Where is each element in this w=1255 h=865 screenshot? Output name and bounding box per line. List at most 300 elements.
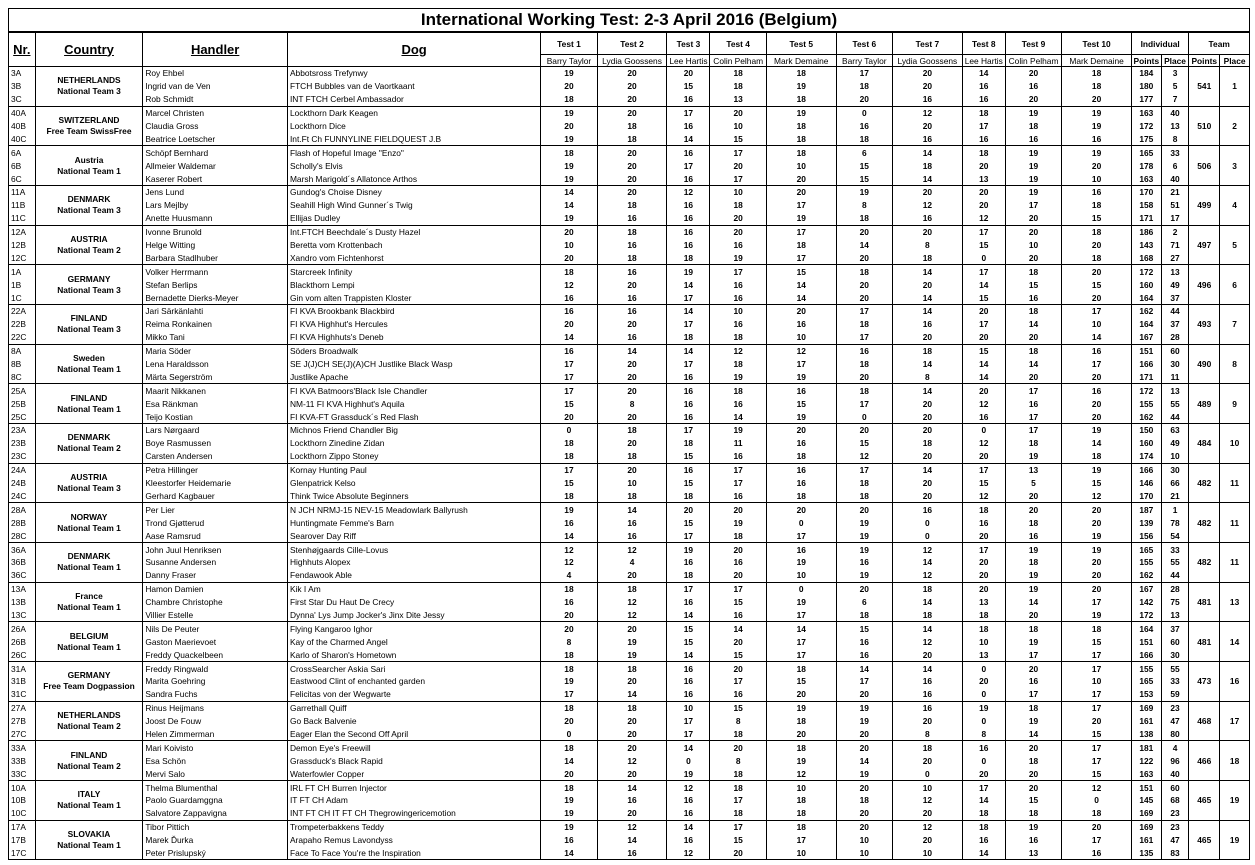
individual-points: 151 (1131, 344, 1161, 357)
entry-number: 22B (9, 318, 36, 331)
header-individual-place: Place (1161, 55, 1189, 67)
header-judge-8: Lee Hartis (962, 55, 1005, 67)
test-score: 18 (667, 331, 710, 344)
test-score: 19 (1062, 424, 1132, 437)
test-score: 14 (710, 622, 766, 635)
individual-place: 96 (1161, 754, 1189, 767)
test-score: 19 (836, 516, 892, 529)
test-score: 20 (1005, 67, 1061, 80)
table-row (9, 569, 1250, 582)
team-points: 465 (1189, 820, 1220, 860)
individual-points: 165 (1131, 675, 1161, 688)
test-score: 15 (667, 622, 710, 635)
handler-name: Mari Koivisto (143, 741, 288, 754)
table-row (9, 477, 1250, 490)
test-score: 19 (1062, 543, 1132, 556)
test-score: 19 (1005, 715, 1061, 728)
handler-name: Lena Haraldsson (143, 358, 288, 371)
dog-name: FI KVA Highhuts's Deneb (287, 331, 540, 344)
test-score: 18 (1005, 754, 1061, 767)
individual-place: 40 (1161, 172, 1189, 185)
test-score: 20 (893, 225, 963, 238)
test-score: 20 (597, 80, 667, 93)
individual-place: 5 (1161, 80, 1189, 93)
table-row (9, 648, 1250, 661)
test-score: 16 (667, 807, 710, 820)
handler-name: Kleestorfer Heidemarie (143, 477, 288, 490)
test-score: 19 (710, 370, 766, 383)
test-score: 16 (1062, 344, 1132, 357)
team-points: 482 (1189, 503, 1220, 543)
individual-place: 60 (1161, 781, 1189, 794)
test-score: 17 (1005, 688, 1061, 701)
country-name: DENMARK (67, 551, 111, 562)
test-score: 15 (667, 450, 710, 463)
test-score: 18 (962, 146, 1005, 159)
individual-place: 37 (1161, 622, 1189, 635)
test-score: 19 (836, 543, 892, 556)
test-score: 18 (836, 358, 892, 371)
test-score: 12 (962, 437, 1005, 450)
test-score: 18 (962, 807, 1005, 820)
dog-name: Ellijas Dudley (287, 212, 540, 225)
test-score: 18 (597, 132, 667, 145)
test-score: 14 (962, 67, 1005, 80)
individual-points: 162 (1131, 410, 1161, 423)
test-score: 20 (893, 648, 963, 661)
test-score: 16 (1005, 80, 1061, 93)
test-score: 14 (597, 503, 667, 516)
test-score: 11 (710, 437, 766, 450)
entry-number: 3A (9, 67, 36, 80)
table-row (9, 106, 1250, 119)
dog-name: CrossSearcher Askia Sari (287, 662, 540, 675)
dog-name: Söders Broadwalk (287, 344, 540, 357)
test-score: 18 (836, 318, 892, 331)
test-score: 20 (962, 199, 1005, 212)
header-judge-5: Mark Demaine (766, 55, 836, 67)
table-row (9, 410, 1250, 423)
team-country-cell (35, 582, 143, 622)
test-score: 20 (893, 278, 963, 291)
individual-points: 165 (1131, 543, 1161, 556)
entry-number: 24B (9, 477, 36, 490)
team-country-cell (35, 463, 143, 503)
individual-points: 166 (1131, 648, 1161, 661)
test-score: 8 (893, 239, 963, 252)
team-name: National Team 3 (57, 324, 121, 335)
test-score: 18 (962, 609, 1005, 622)
test-score: 20 (597, 807, 667, 820)
team-name: National Team 1 (57, 641, 121, 652)
handler-name: John Juul Henriksen (143, 543, 288, 556)
table-row (9, 132, 1250, 145)
individual-points: 167 (1131, 582, 1161, 595)
team-points: 484 (1189, 424, 1220, 464)
individual-place: 37 (1161, 318, 1189, 331)
test-score: 20 (597, 463, 667, 476)
country-name: FINLAND (70, 392, 108, 403)
test-score: 16 (893, 93, 963, 106)
individual-place: 37 (1161, 291, 1189, 304)
test-score: 19 (541, 503, 597, 516)
country-name: ITALY (77, 789, 101, 800)
test-score: 19 (667, 543, 710, 556)
team-country-cell (35, 305, 143, 345)
test-score: 12 (541, 278, 597, 291)
entry-number: 12B (9, 239, 36, 252)
test-score: 16 (667, 199, 710, 212)
header-dog: Dog (287, 33, 540, 67)
team-place: 18 (1220, 741, 1250, 781)
dog-name: Eastwood Clint of enchanted garden (287, 675, 540, 688)
team-country-cell (35, 186, 143, 226)
individual-place: 17 (1161, 212, 1189, 225)
test-score: 20 (893, 80, 963, 93)
test-score: 18 (766, 662, 836, 675)
test-score: 15 (710, 596, 766, 609)
test-score: 17 (962, 463, 1005, 476)
test-score: 20 (836, 278, 892, 291)
test-score: 16 (893, 318, 963, 331)
handler-name: Chambre Christophe (143, 596, 288, 609)
dog-name: Lockthorn Dice (287, 120, 540, 133)
individual-place: 28 (1161, 582, 1189, 595)
test-score: 16 (1062, 132, 1132, 145)
dog-name: Felicitas von der Wegwarte (287, 688, 540, 701)
test-score: 20 (597, 384, 667, 397)
individual-points: 122 (1131, 754, 1161, 767)
team-place: 4 (1220, 186, 1250, 226)
test-score: 20 (893, 186, 963, 199)
test-score: 17 (1005, 384, 1061, 397)
test-score: 14 (766, 278, 836, 291)
handler-name: Stefan Berlips (143, 278, 288, 291)
entry-number: 22C (9, 331, 36, 344)
test-score: 17 (766, 199, 836, 212)
test-score: 17 (710, 463, 766, 476)
test-score: 16 (962, 741, 1005, 754)
handler-name: Teijo Kostian (143, 410, 288, 423)
individual-place: 23 (1161, 701, 1189, 714)
test-score: 16 (667, 463, 710, 476)
test-score: 12 (893, 794, 963, 807)
test-score: 14 (893, 622, 963, 635)
test-score: 20 (1062, 93, 1132, 106)
header-country: Country (35, 33, 143, 67)
test-score: 20 (766, 503, 836, 516)
header-judge-3: Lee Hartis (667, 55, 710, 67)
test-score: 12 (893, 569, 963, 582)
individual-place: 55 (1161, 556, 1189, 569)
header-judge-2: Lydia Goossens (597, 55, 667, 67)
test-score: 20 (597, 622, 667, 635)
team-place: 8 (1220, 344, 1250, 384)
handler-name: Reima Ronkainen (143, 318, 288, 331)
individual-place: 7 (1161, 93, 1189, 106)
test-score: 19 (1005, 106, 1061, 119)
team-name: National Team 1 (57, 522, 121, 533)
individual-place: 4 (1161, 741, 1189, 754)
individual-points: 166 (1131, 463, 1161, 476)
country-name: Sweden (73, 353, 105, 364)
handler-name: Gerhard Kagbauer (143, 490, 288, 503)
test-score: 17 (962, 265, 1005, 278)
test-score: 16 (710, 688, 766, 701)
team-points: 466 (1189, 741, 1220, 781)
test-score: 20 (1062, 503, 1132, 516)
test-score: 20 (766, 305, 836, 318)
team-country-cell (35, 701, 143, 741)
test-score: 17 (836, 675, 892, 688)
test-score: 20 (1005, 490, 1061, 503)
test-score: 20 (1005, 251, 1061, 264)
dog-name: Kornay Hunting Paul (287, 463, 540, 476)
dog-name: FI KVA-FT Grassduck´s Red Flash (287, 410, 540, 423)
dog-name: Waterfowler Copper (287, 767, 540, 780)
test-score: 18 (1005, 120, 1061, 133)
individual-points: 145 (1131, 794, 1161, 807)
test-score: 20 (710, 635, 766, 648)
test-score: 8 (893, 728, 963, 741)
individual-points: 172 (1131, 384, 1161, 397)
test-score: 10 (710, 305, 766, 318)
handler-name: Maarit Nikkanen (143, 384, 288, 397)
handler-name: Bernadette Dierks-Meyer (143, 291, 288, 304)
dog-name: FI KVA Batmoors'Black Isle Chandler (287, 384, 540, 397)
test-score: 16 (667, 384, 710, 397)
test-score: 16 (597, 529, 667, 542)
entry-number: 8C (9, 370, 36, 383)
test-score: 16 (667, 370, 710, 383)
test-score: 20 (836, 807, 892, 820)
entry-number: 13B (9, 596, 36, 609)
test-score: 12 (893, 199, 963, 212)
test-score: 20 (766, 186, 836, 199)
test-score: 17 (710, 146, 766, 159)
test-score: 10 (766, 159, 836, 172)
test-score: 17 (1062, 834, 1132, 847)
test-score: 20 (541, 609, 597, 622)
team-place: 19 (1220, 781, 1250, 821)
test-score: 19 (1005, 543, 1061, 556)
header-test-6: Test 6 (836, 33, 892, 55)
test-score: 0 (893, 767, 963, 780)
individual-place: 66 (1161, 477, 1189, 490)
test-score: 14 (597, 688, 667, 701)
individual-points: 163 (1131, 767, 1161, 780)
test-score: 20 (1062, 265, 1132, 278)
table-row (9, 847, 1250, 860)
test-score: 18 (597, 701, 667, 714)
individual-place: 2 (1161, 225, 1189, 238)
test-score: 6 (836, 146, 892, 159)
test-score: 17 (766, 358, 836, 371)
test-score: 20 (893, 754, 963, 767)
test-score: 14 (893, 172, 963, 185)
test-score: 20 (667, 503, 710, 516)
entry-number: 36A (9, 543, 36, 556)
dog-name: Flying Kangaroo Ighor (287, 622, 540, 635)
table-row (9, 212, 1250, 225)
entry-number: 11A (9, 186, 36, 199)
team-points: 468 (1189, 701, 1220, 741)
individual-points: 161 (1131, 834, 1161, 847)
test-score: 16 (710, 490, 766, 503)
test-score: 16 (710, 556, 766, 569)
test-score: 17 (541, 688, 597, 701)
test-score: 12 (893, 543, 963, 556)
test-score: 18 (766, 741, 836, 754)
test-score: 19 (1062, 146, 1132, 159)
test-score: 17 (541, 384, 597, 397)
team-name: National Team 2 (57, 245, 121, 256)
test-score: 17 (667, 318, 710, 331)
test-score: 0 (962, 424, 1005, 437)
test-score: 17 (667, 159, 710, 172)
individual-points: 187 (1131, 503, 1161, 516)
test-score: 0 (1062, 794, 1132, 807)
table-row (9, 358, 1250, 371)
individual-points: 172 (1131, 265, 1161, 278)
test-score: 10 (1062, 318, 1132, 331)
table-row (9, 370, 1250, 383)
test-score: 20 (836, 424, 892, 437)
test-score: 20 (667, 67, 710, 80)
test-score: 19 (541, 794, 597, 807)
team-country-cell (35, 781, 143, 821)
individual-points: 155 (1131, 556, 1161, 569)
test-score: 18 (710, 807, 766, 820)
test-score: 19 (1005, 159, 1061, 172)
test-score: 10 (893, 847, 963, 860)
test-score: 8 (597, 397, 667, 410)
individual-place: 13 (1161, 265, 1189, 278)
team-name: National Team 2 (57, 721, 121, 732)
test-score: 16 (597, 239, 667, 252)
test-score: 0 (667, 754, 710, 767)
individual-points: 155 (1131, 397, 1161, 410)
test-score: 14 (541, 847, 597, 860)
handler-name: Marcel Christen (143, 106, 288, 119)
team-name: Free Team Dogpassion (43, 681, 135, 692)
test-score: 16 (766, 384, 836, 397)
country-name: France (75, 591, 103, 602)
header-individual: Individual (1131, 33, 1188, 55)
individual-points: 143 (1131, 239, 1161, 252)
header-judge-6: Barry Taylor (836, 55, 892, 67)
table-row (9, 781, 1250, 794)
dog-name: Scholly's Elvis (287, 159, 540, 172)
test-score: 20 (962, 305, 1005, 318)
test-score: 15 (836, 437, 892, 450)
individual-points: 171 (1131, 370, 1161, 383)
test-score: 16 (667, 596, 710, 609)
country-name: AUSTRIA (70, 472, 108, 483)
individual-points: 151 (1131, 635, 1161, 648)
country-name: GERMANY (67, 670, 111, 681)
test-score: 20 (541, 622, 597, 635)
test-score: 19 (541, 106, 597, 119)
test-score: 19 (766, 80, 836, 93)
table-row (9, 239, 1250, 252)
test-score: 16 (667, 397, 710, 410)
country-name: SWITZERLAND (58, 115, 120, 125)
table-row (9, 305, 1250, 318)
individual-points: 181 (1131, 741, 1161, 754)
test-score: 17 (962, 225, 1005, 238)
test-score: 16 (667, 556, 710, 569)
table-row (9, 225, 1250, 238)
dog-name: Trompeterbakkens Teddy (287, 820, 540, 833)
table-row (9, 186, 1250, 199)
test-score: 18 (1062, 225, 1132, 238)
test-score: 19 (836, 715, 892, 728)
test-score: 17 (667, 529, 710, 542)
test-score: 20 (962, 186, 1005, 199)
test-score: 16 (667, 146, 710, 159)
test-score: 15 (667, 516, 710, 529)
handler-name: Villier Estelle (143, 609, 288, 622)
test-score: 18 (541, 741, 597, 754)
country-name: DENMARK (67, 432, 111, 443)
test-score: 16 (1005, 529, 1061, 542)
test-score: 16 (667, 120, 710, 133)
entry-number: 17B (9, 834, 36, 847)
test-score: 12 (962, 397, 1005, 410)
test-score: 20 (1062, 410, 1132, 423)
test-score: 10 (893, 781, 963, 794)
test-score: 19 (1005, 450, 1061, 463)
test-score: 19 (541, 132, 597, 145)
header-team: Team (1189, 33, 1250, 55)
test-score: 18 (710, 67, 766, 80)
test-score: 14 (667, 305, 710, 318)
test-score: 20 (597, 715, 667, 728)
individual-points: 170 (1131, 490, 1161, 503)
test-score: 16 (893, 688, 963, 701)
test-score: 14 (541, 754, 597, 767)
test-score: 12 (893, 635, 963, 648)
team-place: 17 (1220, 701, 1250, 741)
test-score: 16 (962, 80, 1005, 93)
test-score: 16 (597, 794, 667, 807)
handler-name: Peter Prislupský (143, 847, 288, 860)
test-score: 16 (836, 556, 892, 569)
test-score: 17 (710, 477, 766, 490)
test-score: 16 (667, 794, 710, 807)
test-score: 20 (962, 767, 1005, 780)
test-score: 17 (1005, 199, 1061, 212)
dog-name: Highhuts Alopex (287, 556, 540, 569)
entry-number: 31B (9, 675, 36, 688)
handler-name: Gaston Maerievoet (143, 635, 288, 648)
team-country-cell (35, 344, 143, 384)
team-place: 11 (1220, 543, 1250, 583)
entry-number: 17A (9, 820, 36, 833)
team-points: 493 (1189, 305, 1220, 345)
country-name: NETHERLANDS (57, 710, 121, 721)
test-score: 19 (1062, 463, 1132, 476)
test-score: 18 (1005, 516, 1061, 529)
test-score: 18 (836, 212, 892, 225)
test-score: 20 (893, 490, 963, 503)
table-row (9, 635, 1250, 648)
test-score: 17 (1005, 410, 1061, 423)
team-name: National Team 3 (57, 483, 121, 494)
test-score: 18 (541, 648, 597, 661)
test-score: 20 (893, 477, 963, 490)
